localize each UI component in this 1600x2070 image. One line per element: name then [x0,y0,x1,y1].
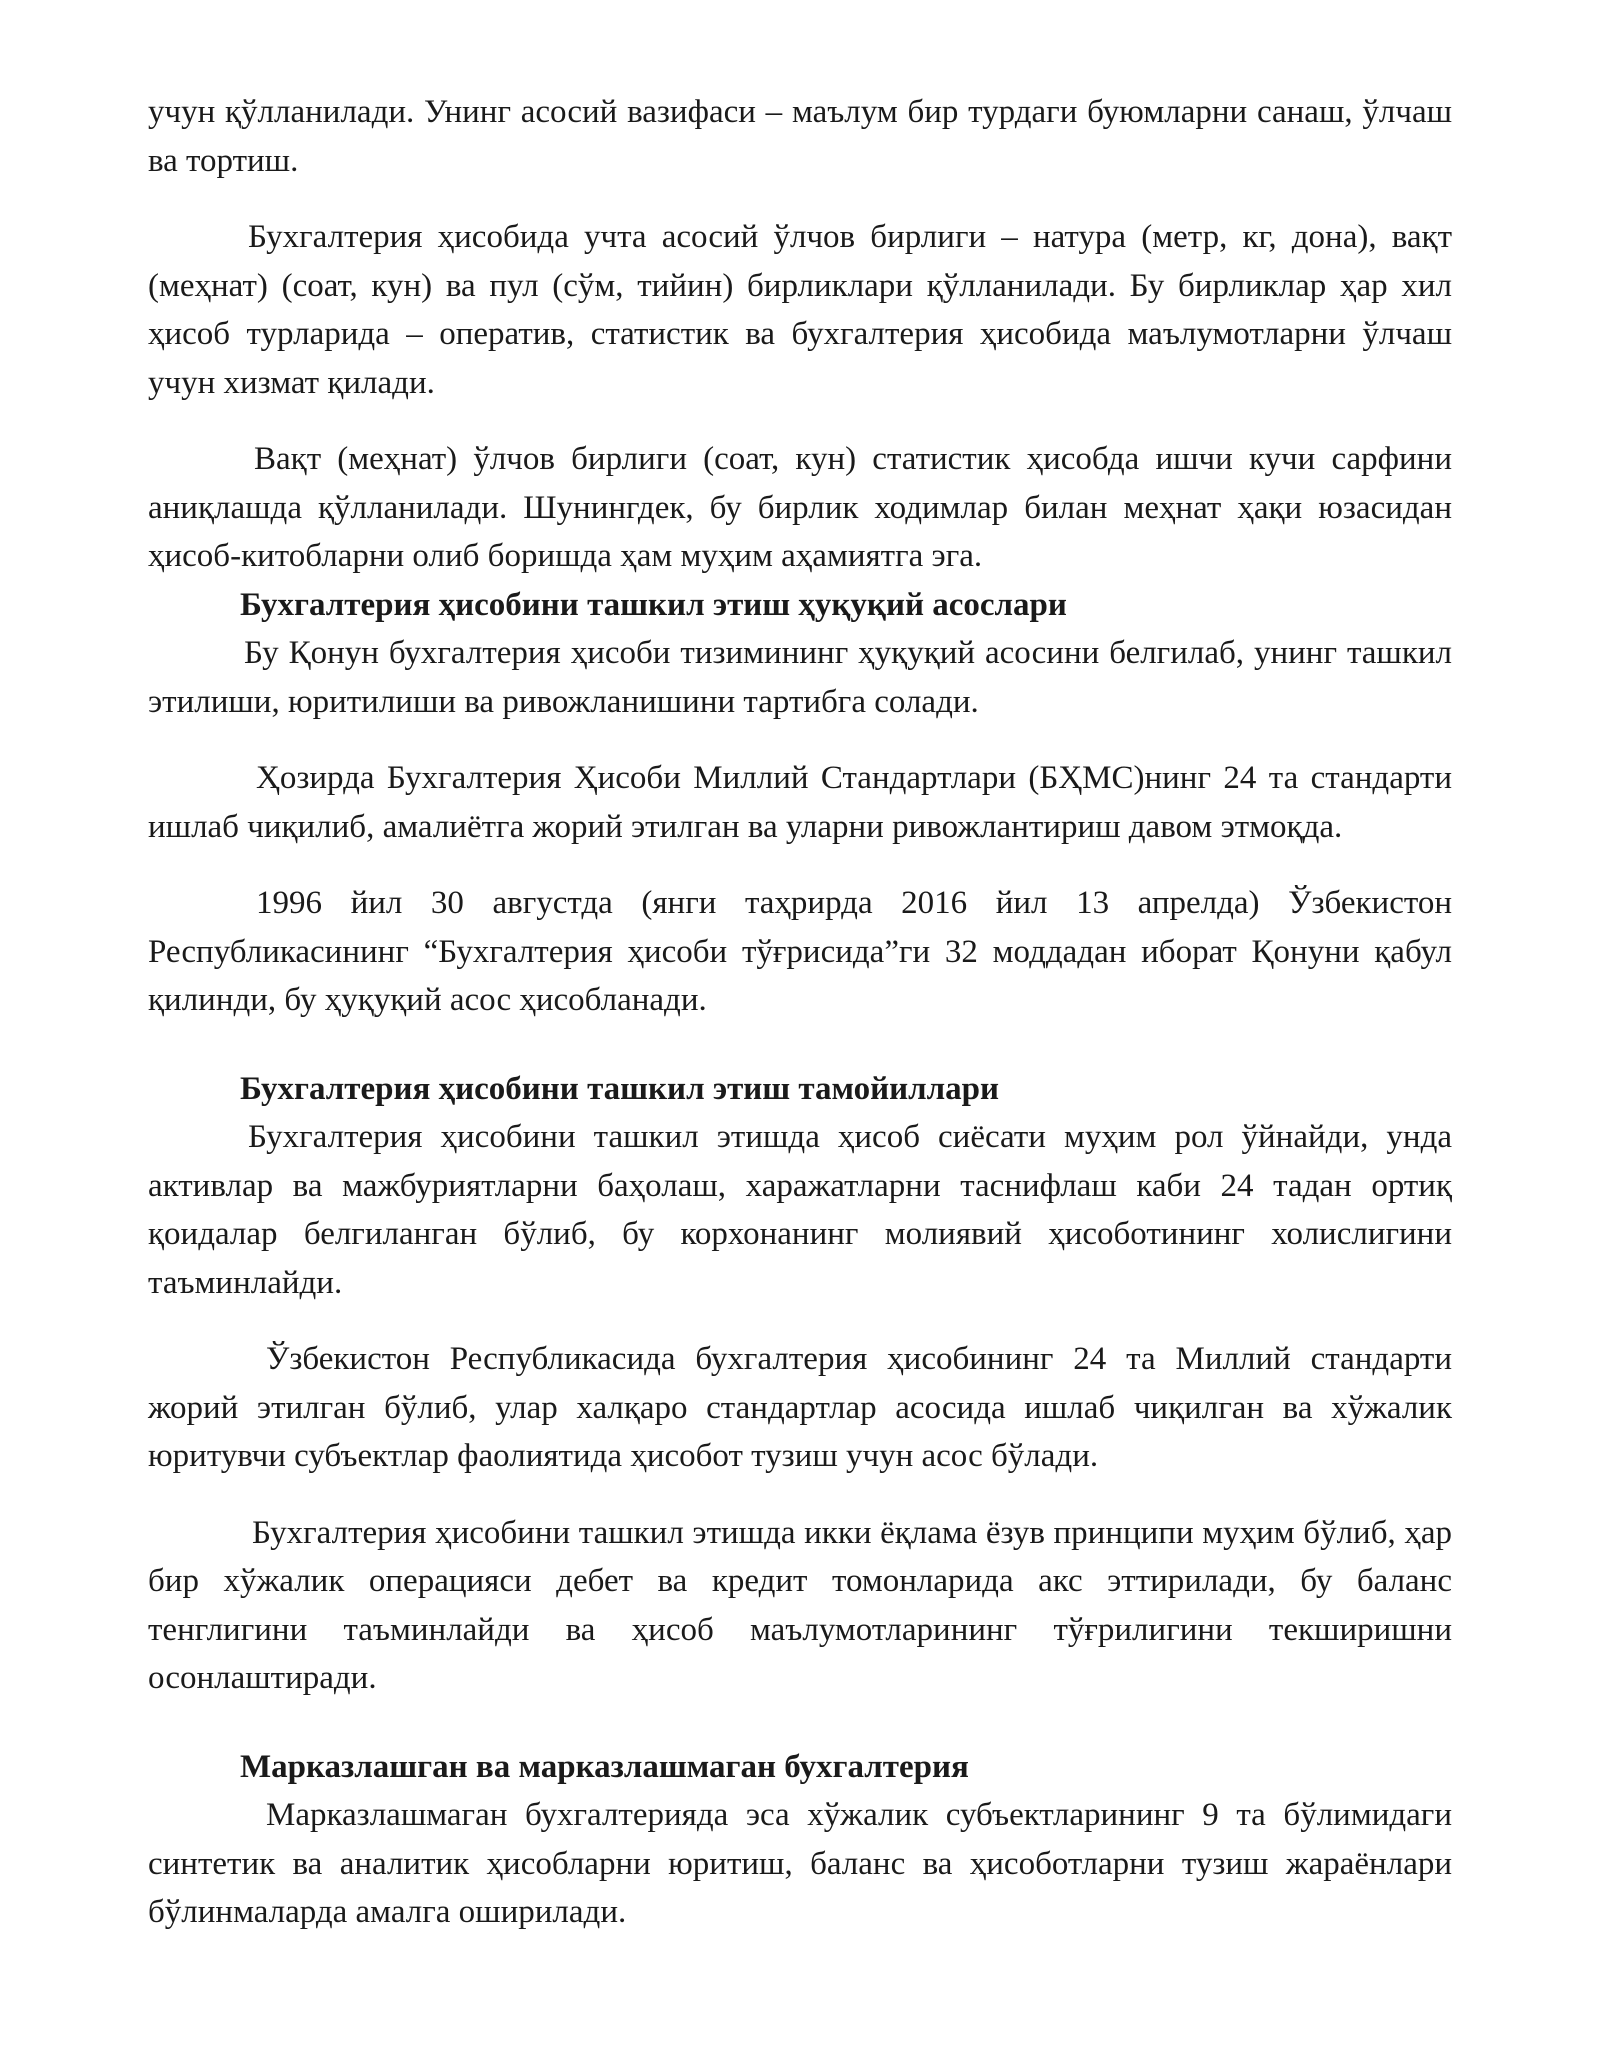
paragraph-decentralized-accounting: Марказлашмаган бухгалтерияда эса хўжалик субъектларининг 9 та бўлимидаги синтетик ва аналитик ҳисобларни юритиш, баланс ва ҳисоботларни тузиш жараёнлари бўлинмаларда амалга оширилади. [148,1797,1452,1930]
paragraph-accounting-policy: Бухгалтерия ҳисобини ташкил этишда ҳисоб сиёсати муҳим рол ўйнайди, унда активлар ва мажбуриятларни баҳолаш, харажатларни таснифлаш каби 24 тадан ортиқ қоидалар белгиланган бўлиб, бу корхонанинг молиявий ҳисоботининг холислигини таъминлайди. [148,1119,1452,1301]
heading-principles: Бухгалтерия ҳисобини ташкил этиш тамойиллари [240,1070,999,1107]
paragraph-time-unit: Вақт (меҳнат) ўлчов бирлиги (соат, кун) статистик ҳисобда ишчи кучи сарфини аниқлашда қўлланилади. Шунингдек, бу бирлик ходимлар билан меҳнат ҳақи юзасидан ҳисоб-китобларни олиб боришда ҳам муҳим аҳамиятга эга. [148,441,1452,574]
paragraph-law-basis: Бу Қонун бухгалтерия ҳисоби тизимининг ҳуқуқий асосини белгилаб, унинг ташкил этилиши, юритилиши ва ривожланишини тартибга солади. [148,635,1452,720]
paragraph-law-adoption: 1996 йил 30 августда (янги таҳрирда 2016 йил 13 апрелда) Ўзбекистон Республикасининг “Бухгалтерия ҳисоби тўғрисида”ги 32 моддадан иборат Қонуни қабул қилинди, бу ҳуқуқий асос ҳисобланади. [148,885,1452,1018]
paragraph-measurement-purpose: учун қўлланилади. Унинг асосий вазифаси – маълум бир турдаги буюмларни санаш, ўлчаш ва тортиш. [148,94,1452,179]
heading-centralized-accounting: Марказлашган ва марказлашмаган бухгалтерия [240,1748,969,1785]
heading-legal-basis: Бухгалтерия ҳисобини ташкил этиш ҳуқуқий асослари [240,586,1067,623]
paragraph-uzbekistan-standards: Ўзбекистон Республикасида бухгалтерия ҳисобининг 24 та Миллий стандарти жорий этилган бўлиб, улар халқаро стандартлар асосида ишлаб чиқилган ва хўжалик юритувчи субъектлар фаолиятида ҳисобот тузиш учун асос бўлади. [148,1341,1452,1474]
paragraph-national-standards: Ҳозирда Бухгалтерия Ҳисоби Миллий Стандартлари (БҲМС)нинг 24 та стандарти ишлаб чиқилиб, амалиётга жорий этилган ва уларни ривожлантириш давом этмоқда. [148,760,1452,845]
paragraph-double-entry: Бухгалтерия ҳисобини ташкил этишда икки ёқлама ёзув принципи муҳим бўлиб, ҳар бир хўжалик операцияси дебет ва кредит томонларида акс эттирилади, бу баланс тенглигини таъминлайди ва ҳисоб маълумотларининг тўғрилигини текширишни осонлаштиради. [148,1514,1452,1696]
document-page [148,88,1452,1937]
paragraph-measurement-units: Бухгалтерия ҳисобида учта асосий ўлчов бирлиги – натура (метр, кг, дона), вақт (меҳнат) (соат, кун) ва пул (сўм, тийин) бирликлари қўлланилади. Бу бирликлар ҳар хил ҳисоб турларида – оператив, статистик ва бухгалтерия ҳисобида маълумотларни ўлчаш учун хизмат қилади. [148,219,1452,401]
